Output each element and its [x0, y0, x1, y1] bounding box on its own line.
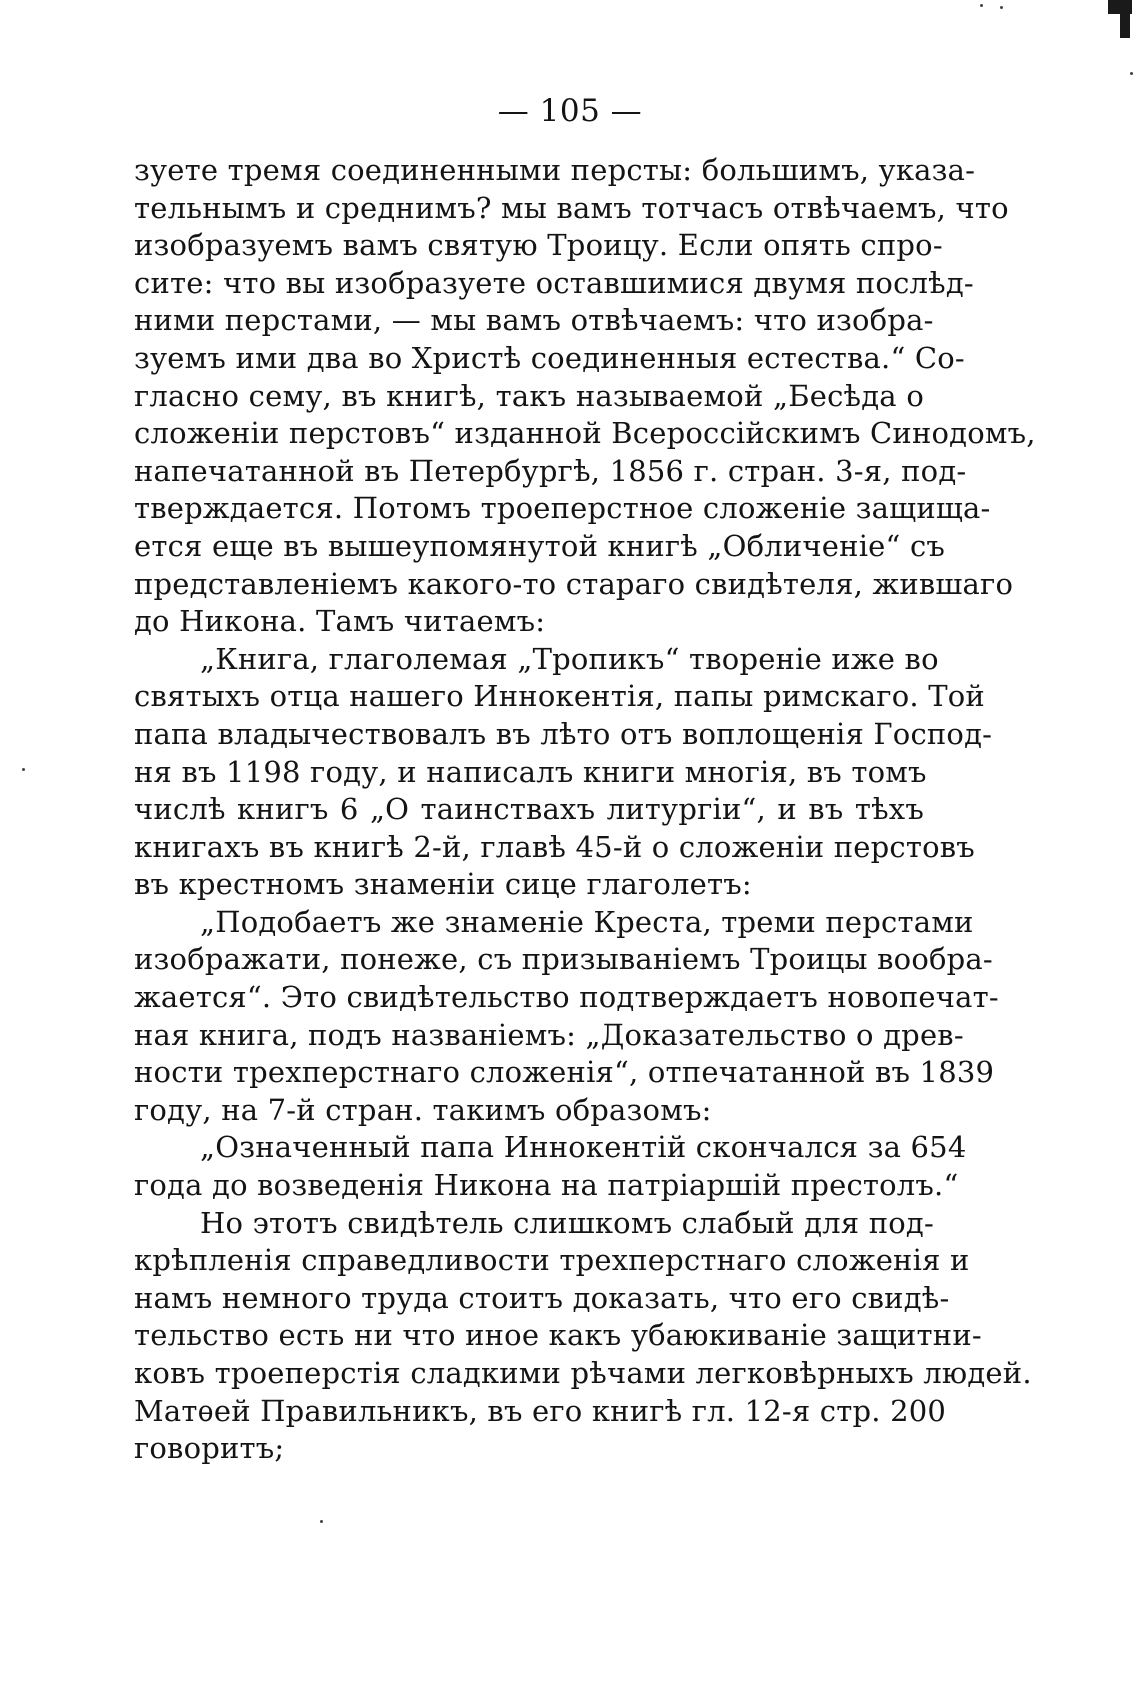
- scan-speck: [320, 1520, 323, 1523]
- text-line: тверждается. Потомъ троеперстное сложеніе защища-: [134, 491, 991, 526]
- text-line: тельство есть ни что иное какъ убаюкиваніе защитни-: [134, 1318, 982, 1353]
- text-line: ется еще въ вышеупомянутой книгѣ „Обличеніе“ съ: [134, 528, 946, 563]
- text-line: „Книга, глаголемая „Тропикъ“ твореніе иже во: [200, 641, 939, 676]
- scan-speck: [22, 768, 25, 771]
- text-line: сложеніи перстовъ“ изданной Всероссійскимъ Синодомъ,: [134, 416, 1036, 451]
- scan-speck: [1000, 6, 1003, 9]
- text-line: ними перстами, — мы вамъ отвѣчаемъ: что изобра-: [134, 303, 934, 338]
- text-line: крѣпленія справедливости трехперстнаго сложенія и: [134, 1243, 970, 1278]
- body-text: [134, 152, 1036, 1468]
- text-line: до Никона. Тамъ читаемъ:: [134, 604, 546, 639]
- text-line: папа владычествовалъ въ лѣто отъ воплощенія Господ-: [134, 716, 993, 751]
- text-line: ковъ троеперстія сладкими рѣчами легковѣрныхъ людей.: [134, 1356, 1032, 1390]
- text-line: сите: что вы изобразуете оставшимися двумя послѣд-: [134, 265, 974, 300]
- text-line: зуете тремя соединенными персты: большимъ, указа-: [134, 153, 976, 187]
- text-line: изображати, понеже, съ призываніемъ Троицы вообра-: [134, 942, 993, 977]
- text-line: „Означенный папа Иннокентій скончался за 654: [200, 1130, 967, 1165]
- text-line: „Подобаетъ же знаменіе Креста, треми перстами: [200, 904, 974, 939]
- text-line: гласно сему, въ книгѣ, такъ называемой „Бесѣда о: [134, 378, 924, 413]
- text-line: намъ немного труда стоитъ доказать, что его свидѣ-: [134, 1280, 950, 1315]
- text-line: Матѳей Правильникъ, въ его книгѣ гл. 12-я стр. 200: [134, 1393, 947, 1428]
- text-line: Но этотъ свидѣтель слишкомъ слабый для под-: [200, 1205, 934, 1240]
- text-line: изобразуемъ вамъ святую Троицу. Если опять спро-: [134, 228, 943, 263]
- scan-speck: [980, 4, 983, 7]
- text-line: книгахъ въ книгѣ 2-й, главѣ 45-й о сложеніи перстовъ: [134, 829, 975, 864]
- scan-edge-mark: [1120, 12, 1130, 38]
- text-line: ная книга, подъ названіемъ: „Доказательство о древ-: [134, 1017, 964, 1052]
- text-line: напечатанной въ Петербургѣ, 1856 г. стран. 3-я, под-: [134, 453, 967, 488]
- scan-speck: [1130, 72, 1133, 75]
- text-line: ня въ 1198 году, и написалъ книги многія, въ томъ: [134, 754, 927, 789]
- text-line: года до возведенія Никона на патріаршій престолъ.“: [134, 1168, 959, 1203]
- text-line: ности трехперстнаго сложенія“, отпечатанной въ 1839: [134, 1055, 995, 1090]
- text-line: представленіемъ какого-то стараго свидѣтеля, жившаго: [134, 566, 1014, 601]
- text-line: въ крестномъ знаменіи сице глаголетъ:: [134, 867, 752, 902]
- text-line: году, на 7-й стран. такимъ образомъ:: [134, 1092, 712, 1127]
- page-number: — 105 —: [497, 93, 643, 129]
- text-line: числѣ книгъ 6 „О таинствахъ литургіи“, и въ тѣхъ: [134, 792, 924, 827]
- text-line: жается“. Это свидѣтельство подтверждаетъ новопечат-: [134, 980, 999, 1015]
- text-line: зуемъ ими два во Христѣ соединенныя естества.“ Со-: [134, 340, 965, 375]
- text-line: святыхъ отца нашего Иннокентія, папы римскаго. Той: [134, 679, 985, 714]
- text-line: тельнымъ и среднимъ? мы вамъ тотчасъ отвѣчаемъ, что: [134, 190, 1009, 225]
- text-line: говоритъ;: [134, 1431, 285, 1466]
